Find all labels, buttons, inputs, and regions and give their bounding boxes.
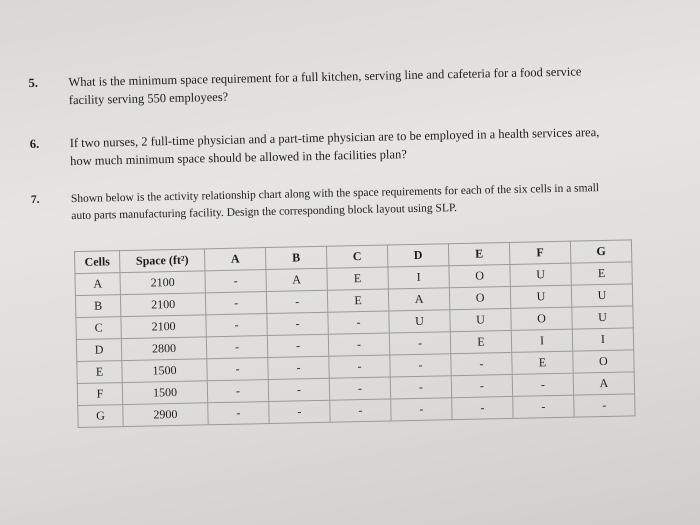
column-header-b: B xyxy=(265,246,326,269)
table-cell: O xyxy=(449,264,510,287)
table-cell: E xyxy=(512,351,573,374)
table-cell: F xyxy=(77,383,122,406)
table-cell: 2100 xyxy=(121,315,206,339)
column-header-g: G xyxy=(570,240,631,263)
table-cell: G xyxy=(78,405,123,428)
question-number: 5. xyxy=(28,75,39,90)
column-header-d: D xyxy=(387,244,448,267)
table-cell: - xyxy=(513,395,574,418)
table-cell: E xyxy=(327,267,388,290)
table-cell: U xyxy=(510,263,571,286)
table-cell: - xyxy=(267,334,328,357)
question-text: If two nurses, 2 full-time physician and a part-time physician are to be employed in a health services area, how much minimum space should be allowed in the facilities plan? xyxy=(69,125,600,169)
table-cell: - xyxy=(268,356,329,379)
question-number: 7. xyxy=(30,193,40,206)
table-cell: E xyxy=(327,289,388,312)
table-cell: - xyxy=(268,378,329,401)
table-cell: - xyxy=(451,352,512,375)
table-cell: - xyxy=(206,314,267,337)
table-cell: - xyxy=(329,377,390,400)
table-cell: - xyxy=(512,373,573,396)
table-cell: 2100 xyxy=(120,271,205,295)
question-number: 6. xyxy=(29,136,40,151)
worksheet-page xyxy=(28,46,697,520)
table-cell: A xyxy=(75,273,120,296)
table-cell: - xyxy=(390,354,451,377)
table-cell: - xyxy=(205,292,266,315)
table-cell: A xyxy=(388,288,449,311)
table-cell: E xyxy=(571,262,632,285)
table-cell: - xyxy=(266,290,327,313)
column-header-c: C xyxy=(326,245,387,268)
question-text: What is the minimum space requirement for a full kitchen, serving line and cafeteria for a food service facility serving 550 employees? xyxy=(68,64,582,108)
table-cell: - xyxy=(207,380,268,403)
table-cell: U xyxy=(571,284,632,307)
table-cell: O xyxy=(573,350,634,373)
table-cell: I xyxy=(511,329,572,352)
column-header-a: A xyxy=(204,248,265,271)
question-7 xyxy=(31,180,602,226)
table-cell: - xyxy=(329,355,390,378)
table-cell: - xyxy=(451,374,512,397)
table-cell: 2100 xyxy=(120,293,205,317)
table-cell: U xyxy=(510,285,571,308)
table-cell: - xyxy=(207,358,268,381)
table-cell: U xyxy=(389,310,450,333)
table-cell: B xyxy=(75,295,120,318)
table-cell: I xyxy=(388,266,449,289)
table-cell: O xyxy=(511,307,572,330)
activity-relationship-chart xyxy=(74,239,636,428)
table-cell: E xyxy=(450,330,511,353)
table-cell: - xyxy=(269,400,330,423)
question-text: Shown below is the activity relationship chart along with the space requirements for each of the six cells in a small auto parts manufacturing facility. Design the corresponding block layout using SLP. xyxy=(70,182,600,223)
table-cell: - xyxy=(205,270,266,293)
table-cell: O xyxy=(449,286,510,309)
table-cell: 2800 xyxy=(121,337,206,361)
table-cell: D xyxy=(76,339,121,362)
column-header-e: E xyxy=(448,242,509,265)
table-cell: - xyxy=(328,311,389,334)
table-cell: A xyxy=(573,372,634,395)
question-5 xyxy=(28,62,599,110)
column-header-cells: Cells xyxy=(75,251,120,274)
column-header-f: F xyxy=(509,241,570,264)
table-cell: - xyxy=(391,398,452,421)
table-cell: - xyxy=(452,396,513,419)
table-cell: 1500 xyxy=(122,359,207,383)
table-cell: - xyxy=(330,399,391,422)
table-cell: - xyxy=(206,336,267,359)
table-cell: - xyxy=(389,332,450,355)
table-cell: A xyxy=(266,268,327,291)
table-cell: I xyxy=(572,328,633,351)
question-6 xyxy=(30,123,601,171)
table-cell: 1500 xyxy=(122,381,207,405)
table-cell: C xyxy=(76,317,121,340)
column-header-space: Space (ft²) xyxy=(120,249,205,273)
table-cell: U xyxy=(450,308,511,331)
table-cell: - xyxy=(574,394,635,417)
table-cell: E xyxy=(77,361,122,384)
table-cell: U xyxy=(572,306,633,329)
table-cell: - xyxy=(267,312,328,335)
table-cell: - xyxy=(208,402,269,425)
table-cell: 2900 xyxy=(123,403,208,427)
table-cell: - xyxy=(390,376,451,399)
table-cell: - xyxy=(328,333,389,356)
